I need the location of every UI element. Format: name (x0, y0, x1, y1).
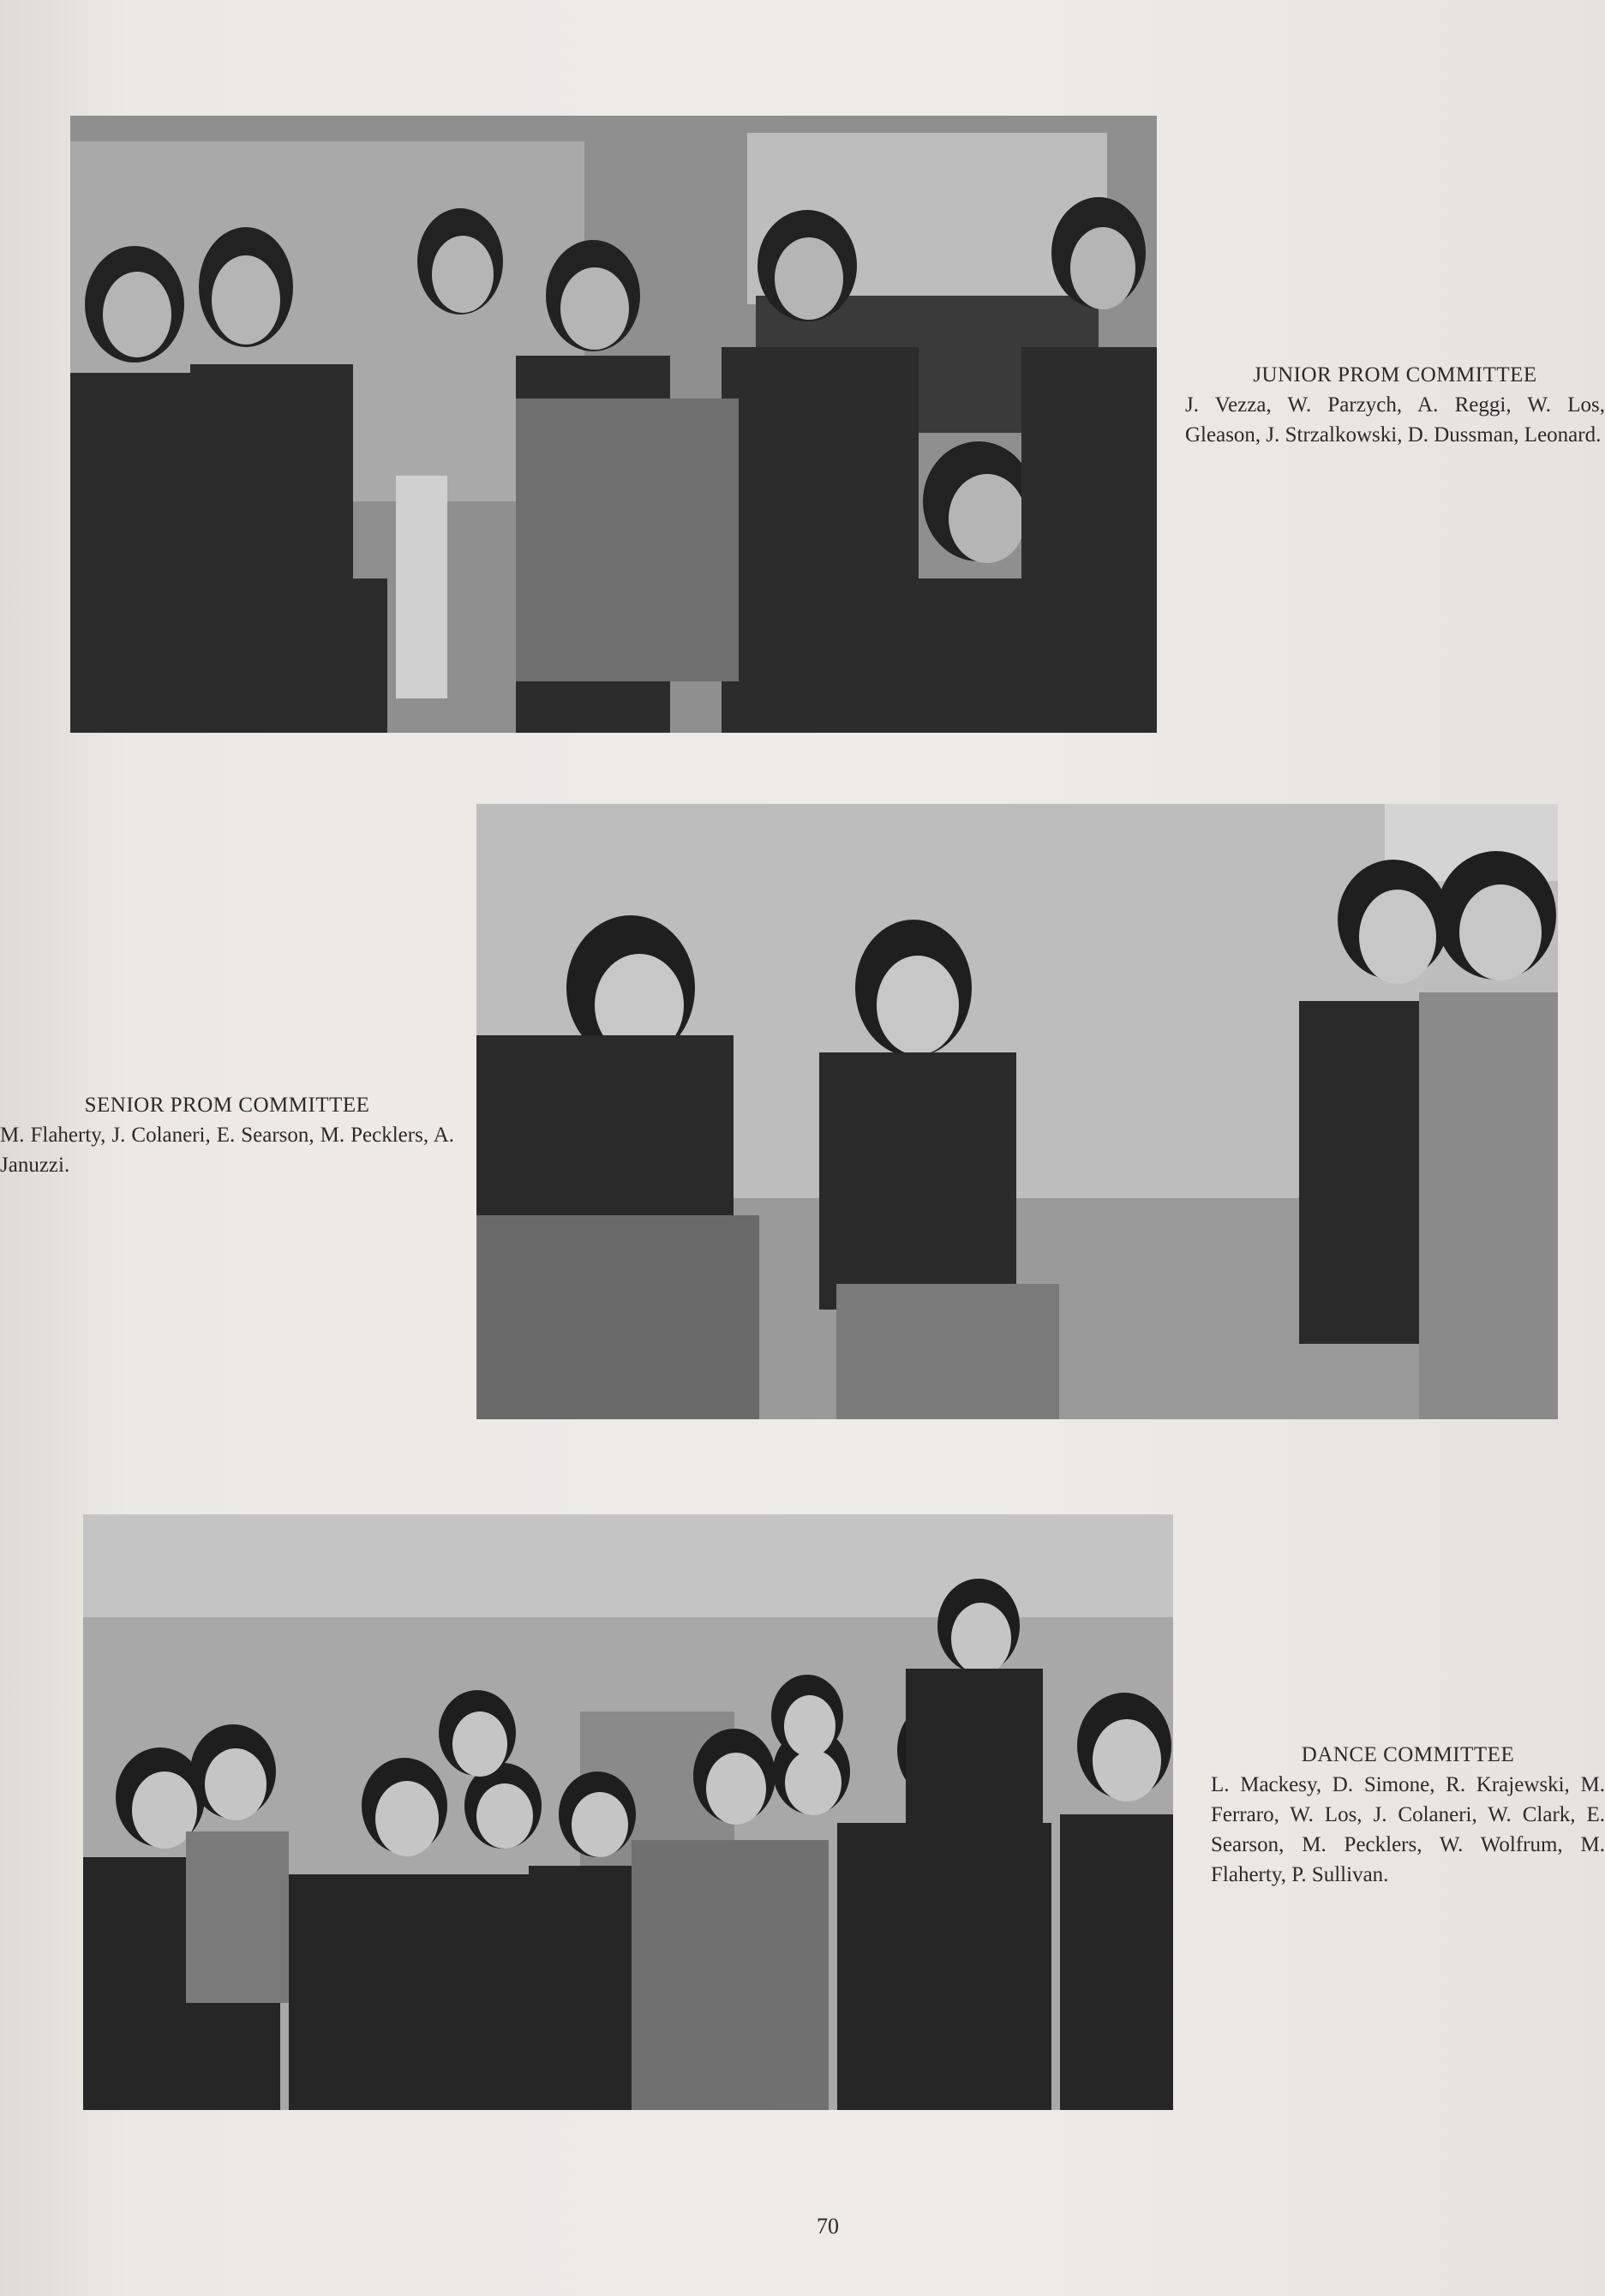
dance-committee-names: L. Mackesy, D. Simone, R. Krajewski, M. Ferraro, W. Los, J. Colaneri, W. Clark, E. Searson, M. Pecklers, W. Wolfrum, M. Flaherty, P. Sullivan. (1211, 1773, 1605, 1886)
senior-prom-names: M. Flaherty, J. Colaneri, E. Searson, M. Pecklers, A. Januzzi. (0, 1124, 454, 1177)
senior-prom-committee-photo (476, 804, 1558, 1419)
junior-prom-names: J. Vezza, W. Parzych, A. Reggi, W. Los, Gleason, J. Strzalkowski, D. Dussman, Leonard. (1185, 393, 1605, 447)
dance-committee-title: DANCE COMMITTEE (1301, 1743, 1515, 1766)
dance-committee-photo (83, 1514, 1173, 2110)
dance-committee-caption (1211, 1740, 1605, 1890)
senior-prom-title: SENIOR PROM COMMITTEE (84, 1094, 370, 1117)
junior-prom-committee-photo (70, 116, 1157, 733)
page-number: 70 (817, 2214, 839, 2239)
junior-prom-title: JUNIOR PROM COMMITTEE (1253, 363, 1537, 387)
senior-prom-caption (0, 1090, 454, 1180)
junior-prom-caption (1185, 360, 1605, 450)
